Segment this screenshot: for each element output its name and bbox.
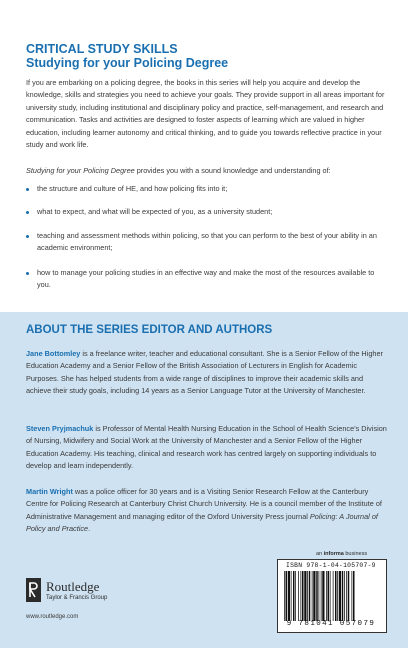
author-bio-text: is Professor of Mental Health Nursing Education in the School of Health Science’s Division of Nursing, Midwifery and Social Work at the University of Manchester and a Senior Fellow of the Higher Education Academy. His teaching, clinical and research work has centred largely on supporting individuals to develop and learn independently. <box>26 424 387 471</box>
list-item <box>26 183 227 195</box>
lead-book-title: Studying for your Policing Degree <box>26 166 135 175</box>
list-item-text: what to expect, and what will be expected of you, as a university student; <box>37 207 273 216</box>
author-name: Steven Pryjmachuk <box>26 424 94 433</box>
series-subtitle: Studying for your Policing Degree <box>26 56 229 70</box>
informa-tagline <box>316 551 367 557</box>
series-title: CRITICAL STUDY SKILLS <box>26 42 178 56</box>
list-item-text: the structure and culture of HE, and how policing fits into it; <box>37 184 228 193</box>
informa-suffix: business <box>343 551 368 557</box>
list-item <box>26 206 272 218</box>
list-item-text: teaching and assessment methods within policing, so that you can perform to the best of your ability in an academic environment; <box>37 231 377 253</box>
author-bio-text: was a police officer for 30 years and is a Visiting Senior Research Fellow at the Canterbury Centre for Policing Research at Canterbury Christ Church University. He is a council member of the Institute of Administrative Management and managing editor of the Oxford University Press journal <box>26 487 382 521</box>
bullet-icon <box>26 235 29 238</box>
publisher-name: Routledge <box>46 579 100 594</box>
routledge-logo-icon <box>26 578 41 602</box>
journal-title: Policing: A Journal of Policy and Practice <box>26 511 378 534</box>
barcode-icon <box>284 571 380 621</box>
bullet-icon <box>26 272 29 275</box>
informa-brand: informa <box>323 551 344 557</box>
author-bio <box>26 348 388 398</box>
bullet-icon <box>26 211 29 214</box>
barcode-digits: 9 781041 057079 <box>286 620 376 628</box>
publisher-website: www.routledge.com <box>26 614 79 620</box>
lead-sentence <box>26 165 388 177</box>
list-item <box>26 230 388 255</box>
publisher-group: Taylor & Francis Group <box>46 595 108 601</box>
series-intro-paragraph: If you are embarking on a policing degree, the books in this series will help you acquire and develop the knowledge, skills and strategies you need to achieve your goals. They provide support in all areas important for university study, including institutional and disciplinary policy and practice, self-management, and research and communication. Tasks and activities are designed to foster aspects of learning which are valued in higher education, including learner autonomy and critical thinking, and to guide you towards reflective practice in your study and work life. <box>26 78 385 150</box>
author-bio-end: . <box>88 524 91 534</box>
isbn-label: ISBN 978-1-04-105707-9 <box>286 562 376 569</box>
publisher-logo <box>26 578 146 618</box>
bullet-icon <box>26 188 29 191</box>
lead-text: provides you with a sound knowledge and understanding of: <box>134 166 331 175</box>
list-item-text: how to manage your policing studies in an effective way and make the most of the resources available to you. <box>37 268 375 290</box>
about-heading: ABOUT THE SERIES EDITOR AND AUTHORS <box>26 324 273 336</box>
author-bio <box>26 486 388 536</box>
informa-prefix: an <box>316 551 324 557</box>
author-bio <box>26 423 388 473</box>
list-item <box>26 267 388 292</box>
author-name: Jane Bottomley <box>26 349 81 358</box>
author-name: Martin Wright <box>26 487 73 496</box>
author-bio-text: is a freelance writer, teacher and educational consultant. She is a Senior Fellow of the Higher Education Academy and a Senior Fellow of the British Association of Lecturers in English for Academic Purposes. She has helped students from a wide range of disciplines to improve their academic skills and achieve their study goals, including 14 years as a Senior Language Tutor at the University of Manchester. <box>26 349 383 396</box>
